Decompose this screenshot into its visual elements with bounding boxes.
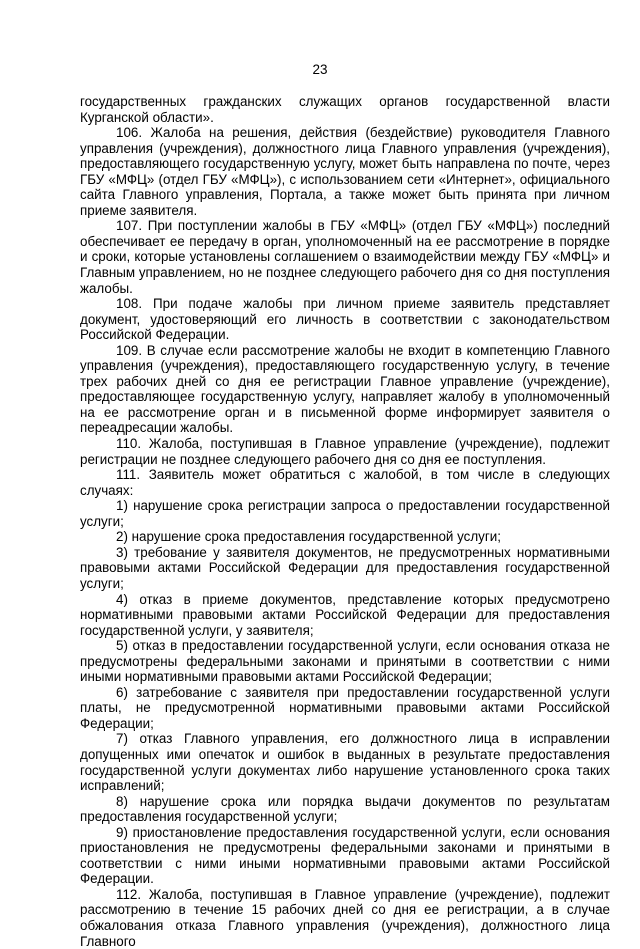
list-item-4: 4) отказ в приеме документов, представление которых предусмотрено нормативными правовыми актами Российской Федерации для предоставления государственной услуги, у заявителя; [80,591,610,638]
list-item-9: 9) приостановление предоставления государственной услуги, если основания приостановления не предусмотрены федеральными законами и принятыми в соответствии с ними иными нормативными правовыми актами Российской Федерации. [80,824,610,887]
paragraph-107: 107. При поступлении жалобы в ГБУ «МФЦ» (отдел ГБУ «МФЦ») последний обеспечивает ее передачу в орган, уполномоченный на ее рассмотрение в порядке и сроки, которые установлены соглашением о взаимодействии между ГБУ «МФЦ» и Главным управлением, но не позднее следующего рабочего дня со дня поступления жалобы. [80,218,610,296]
list-item-3: 3) требование у заявителя документов, не предусмотренных нормативными правовыми актами Российской Федерации для предоставления государственной услуги; [80,544,610,591]
list-item-7: 7) отказ Главного управления, его должностного лица в исправлении допущенных ими опечаток и ошибок в выданных в результате предоставления государственной услуги документах либо нарушение установленного срока таких исправлений; [80,731,610,794]
page-number: 23 [312,62,328,77]
list-item-2: 2) нарушение срока предоставления государственной услуги; [116,529,501,545]
paragraph-109: 109. В случае если рассмотрение жалобы не входит в компетенцию Главного управления (учреждения), предоставляющего государственную услугу, в течение трех рабочих дней со дня ее регистрации Главное управление (учреждение), предоставляющее государственную услугу, направляет жалобу в уполномоченный на ее рассмотрение орган и в письменной форме информирует заявителя о переадресации жалобы. [80,342,610,436]
paragraph-continuation: государственных гражданских служащих органов государственной власти Курганской области». [80,94,610,125]
document-body [80,94,610,949]
paragraph-106: 106. Жалоба на решения, действия (бездействие) руководителя Главного управления (учреждения), должностного лица Главного управления (учреждения), предоставляющего государственную услугу, может быть направлена по почте, через ГБУ «МФЦ» (отдел ГБУ «МФЦ»), с использованием сети «Интернет», официального сайта Главного управления, Портала, а также может быть принята при личном приеме заявителя. [80,125,610,218]
list-item-6: 6) затребование с заявителя при предоставлении государственной услуги платы, не предусмотренной нормативными правовыми актами Российской Федерации; [80,684,610,731]
list-item-8: 8) нарушение срока или порядка выдачи документов по результатам предоставления государственной услуги; [80,793,610,825]
paragraph-111: 111. Заявитель может обратиться с жалобой, в том числе в следующих случаях: [80,467,610,498]
list-item-5: 5) отказ в предоставлении государственной услуги, если основания отказа не предусмотрены федеральными законами и принятыми в соответствии с ними иными нормативными правовыми актами Российской Федерации; [80,638,610,685]
paragraph-108: 108. При подаче жалобы при личном приеме заявитель представляет документ, удостоверяющий его личность в соответствии с законодательством Российской Федерации. [80,296,610,343]
paragraph-112: 112. Жалоба, поступившая в Главное управление (учреждение), подлежит рассмотрению в течение 15 рабочих дней со дня ее регистрации, а в случае обжалования отказа Главного управления (учреждения), должностного лица Главного [80,886,610,949]
paragraph-110: 110. Жалоба, поступившая в Главное управление (учреждение), подлежит регистрации не позднее следующего рабочего дня со дня ее поступления. [80,436,610,467]
list-item-1: 1) нарушение срока регистрации запроса о предоставлении государственной услуги; [80,498,610,529]
